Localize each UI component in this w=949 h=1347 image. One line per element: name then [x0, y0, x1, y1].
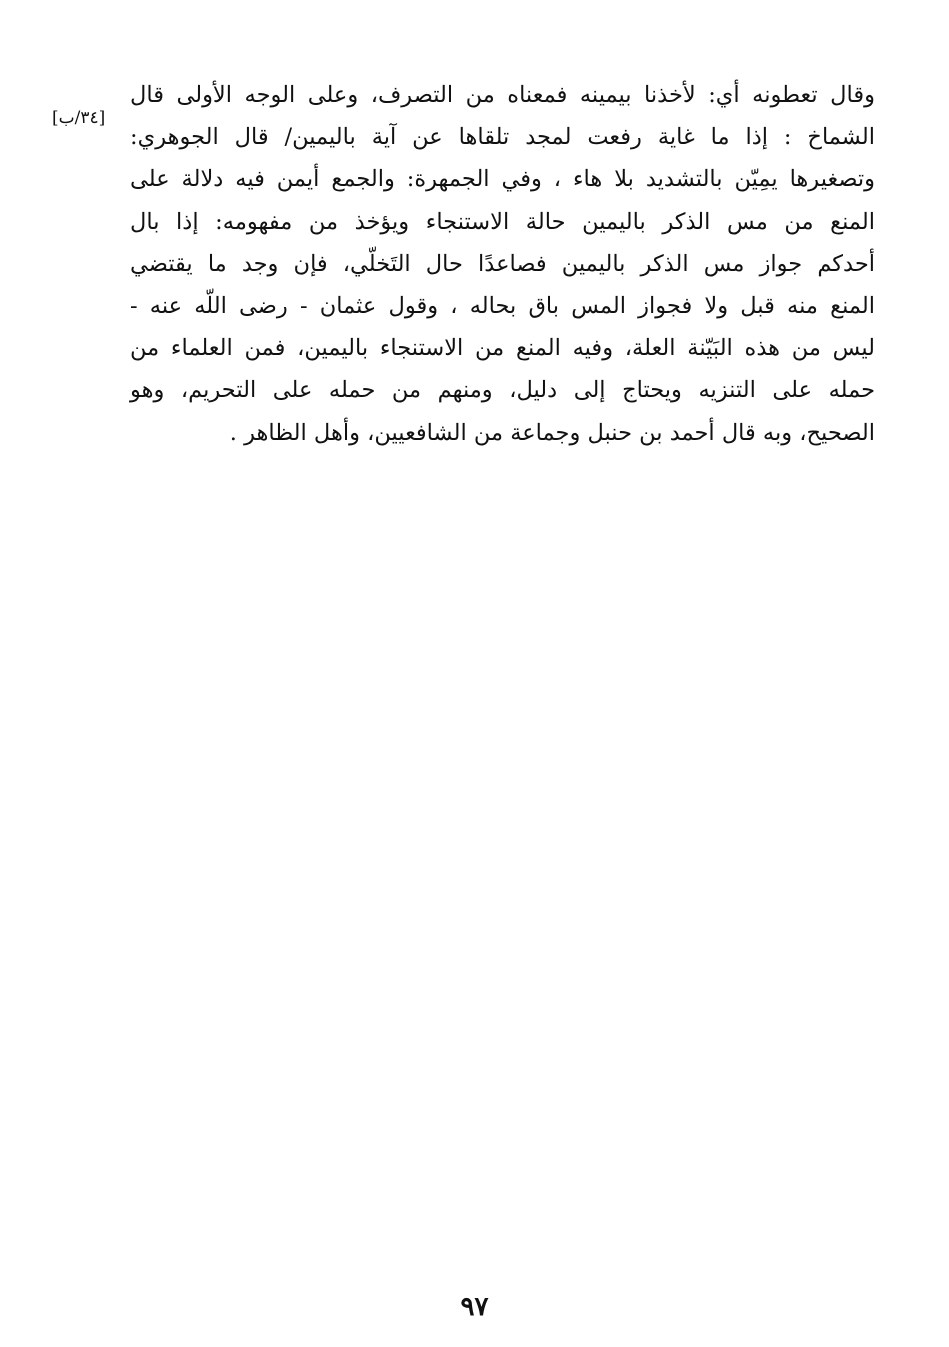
text-line-4: المنع من مس الذكر باليمين حالة الاستنجاء ويؤخذ من مفهومه: إذا بال — [130, 208, 875, 235]
text-line-7: ليس من هذه البَيّنة العلة، وفيه المنع من الاستنجاء باليمين، فمن العلماء من — [130, 335, 875, 362]
text-line-5: أحدكم جواز مس الذكر باليمين فصاعدًا حال التَخلّي، فإن وجد ما يقتضي — [130, 250, 875, 277]
text-line-6: المنع منه قبل ولا فجواز المس باق بحاله ، وقول عثمان - رضى اللّه عنه - — [130, 292, 875, 319]
text-line-2: الشماخ : إذا ما غاية رفعت لمجد تلقاها عن آية باليمين/ قال الجوهري: — [130, 124, 875, 151]
folio-margin-note: [٣٤/ب] — [52, 108, 106, 128]
text-line-9: الصحيح، وبه قال أحمد بن حنبل وجماعة من الشافعيين، وأهل الظاهر . — [229, 419, 875, 446]
text-line-3: وتصغيرها يمِيّن بالتشديد بلا هاء ، وفي الجمهرة: والجمع أيمن فيه دلالة على — [130, 166, 875, 193]
page-number: ٩٧ — [460, 1292, 489, 1322]
text-line-8: حمله على التنزيه ويحتاج إلى دليل، ومنهم من حمله على التحريم، وهو — [130, 377, 875, 404]
body-paragraph — [130, 74, 875, 454]
text-line-1: وقال تعطونه أي: لأخذنا بيمينه فمعناه من التصرف، وعلى الوجه الأولى قال — [130, 82, 875, 108]
